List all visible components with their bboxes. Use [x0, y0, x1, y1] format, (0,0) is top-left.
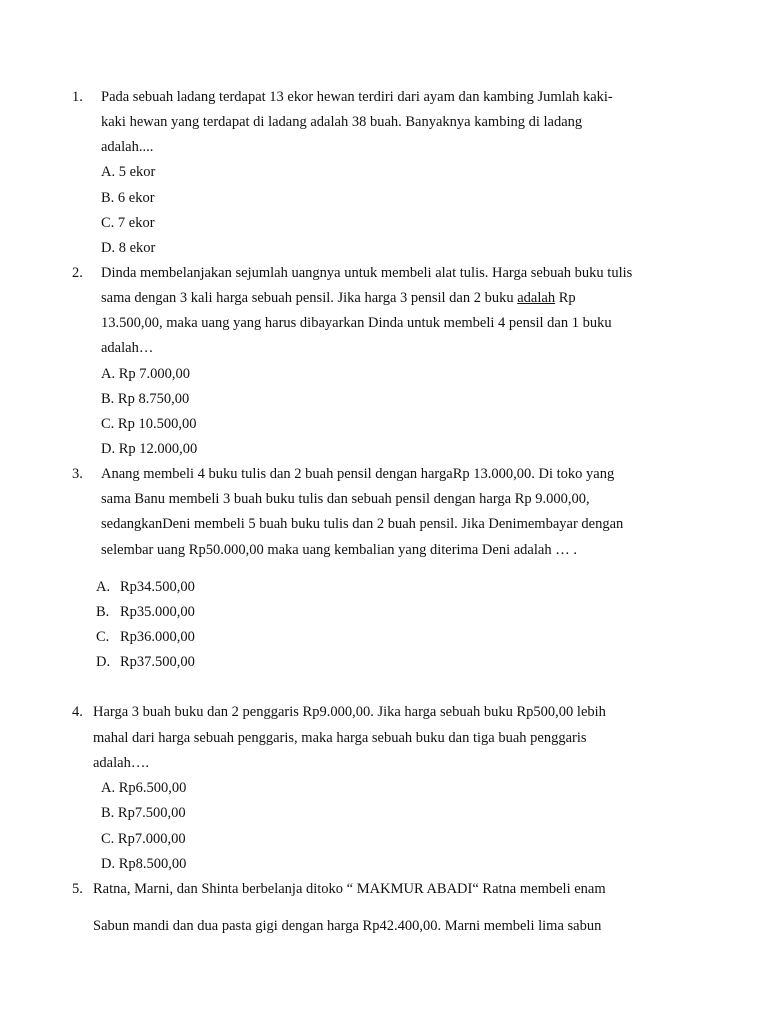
question-2-option-b: B. Rp 8.750,00: [101, 391, 190, 407]
question-1-option-a: A. 5 ekor: [101, 164, 156, 180]
question-3-option-a-value: Rp34.500,00: [120, 579, 195, 595]
question-1-option-b: B. 6 ekor: [101, 190, 155, 206]
question-3-option-d-value: Rp37.500,00: [120, 654, 195, 670]
question-1-line-1: Pada sebuah ladang terdapat 13 ekor hewan terdiri dari ayam dan kambing Jumlah kaki-: [101, 89, 613, 105]
question-1-line-3: adalah....: [101, 139, 154, 155]
question-2-option-a: A. Rp 7.000,00: [101, 366, 191, 382]
question-5-number: 5.: [72, 881, 83, 897]
question-3-line-4: selembar uang Rp50.000,00 maka uang kembalian yang diterima Deni adalah … .: [101, 542, 577, 558]
question-2-line-2-text: sama dengan 3 kali harga sebuah pensil. Jika harga 3 pensil dan 2 buku: [101, 290, 518, 306]
question-3-option-b-value: Rp35.000,00: [120, 604, 195, 620]
question-3-line-2: sama Banu membeli 3 buah buku tulis dan sebuah pensil dengan harga Rp 9.000,00,: [101, 491, 590, 507]
question-3-option-b-letter: B.: [96, 604, 110, 620]
question-1-option-c: C. 7 ekor: [101, 215, 155, 231]
question-3-line-1: Anang membeli 4 buku tulis dan 2 buah pensil dengan hargaRp 13.000,00. Di toko yang: [101, 466, 615, 482]
question-4-option-d: D. Rp8.500,00: [101, 856, 187, 872]
question-1-line-2: kaki hewan yang terdapat di ladang adalah 38 buah. Banyaknya kambing di ladang: [101, 114, 583, 130]
question-3-option-a-letter: A.: [96, 579, 111, 595]
question-2-line-4: adalah…: [101, 340, 154, 356]
question-4-option-b: B. Rp7.500,00: [101, 805, 186, 821]
question-4-line-3: adalah….: [93, 755, 149, 771]
question-3-number: 3.: [72, 466, 83, 482]
question-2-underlined-word: adalah: [517, 290, 556, 306]
question-4-line-2: mahal dari harga sebuah penggaris, maka harga sebuah buku dan tiga buah penggaris: [93, 730, 587, 746]
question-2-line-2: [101, 289, 576, 307]
question-2-number: 2.: [72, 265, 83, 281]
question-2-option-d: D. Rp 12.000,00: [101, 441, 198, 457]
question-4-line-1: Harga 3 buah buku dan 2 penggaris Rp9.000,00. Jika harga sebuah buku Rp500,00 lebih: [93, 704, 606, 720]
question-1-number: 1.: [72, 89, 83, 105]
question-3-option-d-letter: D.: [96, 654, 111, 670]
question-2-line-2-tail: Rp: [555, 290, 576, 306]
question-3-option-c-letter: C.: [96, 629, 110, 645]
question-5-line-2: Sabun mandi dan dua pasta gigi dengan harga Rp42.400,00. Marni membeli lima sabun: [93, 918, 602, 934]
question-4-number: 4.: [72, 704, 83, 720]
question-2-line-3: 13.500,00, maka uang yang harus dibayarkan Dinda untuk membeli 4 pensil dan 1 buku: [101, 315, 612, 331]
question-3-option-c-value: Rp36.000,00: [120, 629, 195, 645]
question-2-option-c: C. Rp 10.500,00: [101, 416, 197, 432]
question-5-line-1: Ratna, Marni, dan Shinta berbelanja ditoko “ MAKMUR ABADI“ Ratna membeli enam: [93, 881, 606, 897]
question-4-option-c: C. Rp7.000,00: [101, 831, 186, 847]
question-1-option-d: D. 8 ekor: [101, 240, 156, 256]
question-4-option-a: A. Rp6.500,00: [101, 780, 187, 796]
question-3-line-3: sedangkanDeni membeli 5 buah buku tulis dan 2 buah pensil. Jika Denimembayar dengan: [101, 516, 624, 532]
question-2-line-1: Dinda membelanjakan sejumlah uangnya untuk membeli alat tulis. Harga sebuah buku tulis: [101, 265, 633, 281]
